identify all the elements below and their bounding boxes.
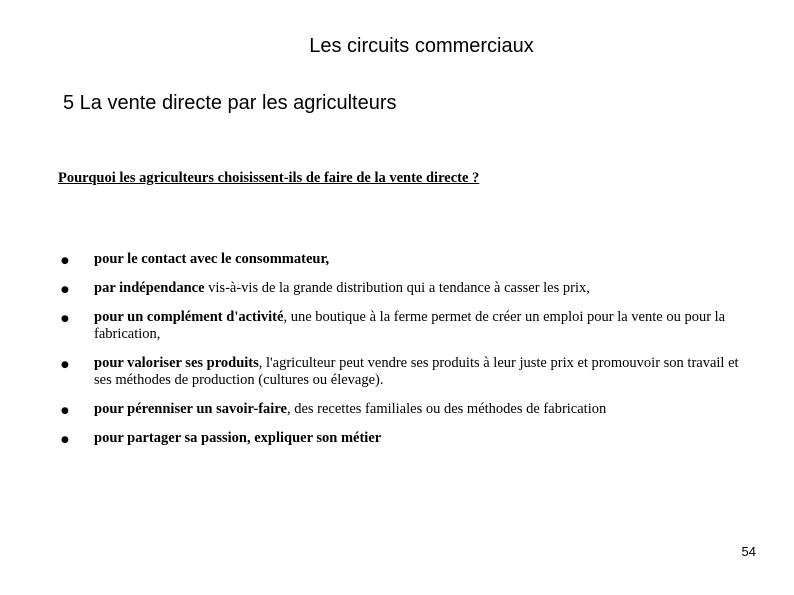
list-item-text: , une boutique à la ferme permet de créer un emploi pour la vente ou pour la fabrication,: [94, 309, 726, 342]
bullet-icon: ●: [61, 256, 69, 266]
reasons-list: [58, 251, 758, 447]
list-item: [58, 251, 758, 268]
bullet-icon: ●: [61, 314, 69, 324]
bullet-icon: ●: [61, 285, 69, 295]
bullet-icon: ●: [61, 406, 69, 416]
question-heading: Pourquoi les agriculteurs choisissent-ils de faire de la vente directe ?: [58, 170, 480, 186]
list-item: [58, 430, 758, 447]
list-item: [58, 280, 758, 297]
list-item-text: , des recettes familiales ou des méthodes de fabrication: [286, 401, 607, 417]
list-item-bold: pour pérenniser un savoir-faire: [94, 401, 287, 417]
list-item-bold: pour le contact avec le consommateur,: [94, 251, 330, 267]
list-item-bold: par indépendance: [94, 280, 205, 296]
slide-title: Les circuits commerciaux: [309, 35, 534, 57]
list-item-bold: pour valoriser ses produits: [94, 355, 259, 371]
list-item: [58, 355, 758, 389]
slide-subtitle: 5 La vente directe par les agriculteurs: [63, 92, 397, 114]
bullet-icon: ●: [61, 435, 69, 445]
list-item-text: vis-à-vis de la grande distribution qui a tendance à casser les prix,: [204, 280, 590, 296]
page-number: 54: [741, 544, 756, 559]
list-item-text: , l'agriculteur peut vendre ses produits à leur juste prix et promouvoir son travail et ses méthodes de production (cultures ou élevage).: [94, 355, 739, 388]
scanned-text-block: [58, 170, 758, 459]
list-item: [58, 401, 758, 418]
list-item-bold: pour partager sa passion, expliquer son métier: [94, 430, 382, 446]
list-item-bold: pour un complément d'activité: [94, 309, 284, 325]
list-item: [58, 309, 758, 343]
bullet-icon: ●: [61, 360, 69, 370]
